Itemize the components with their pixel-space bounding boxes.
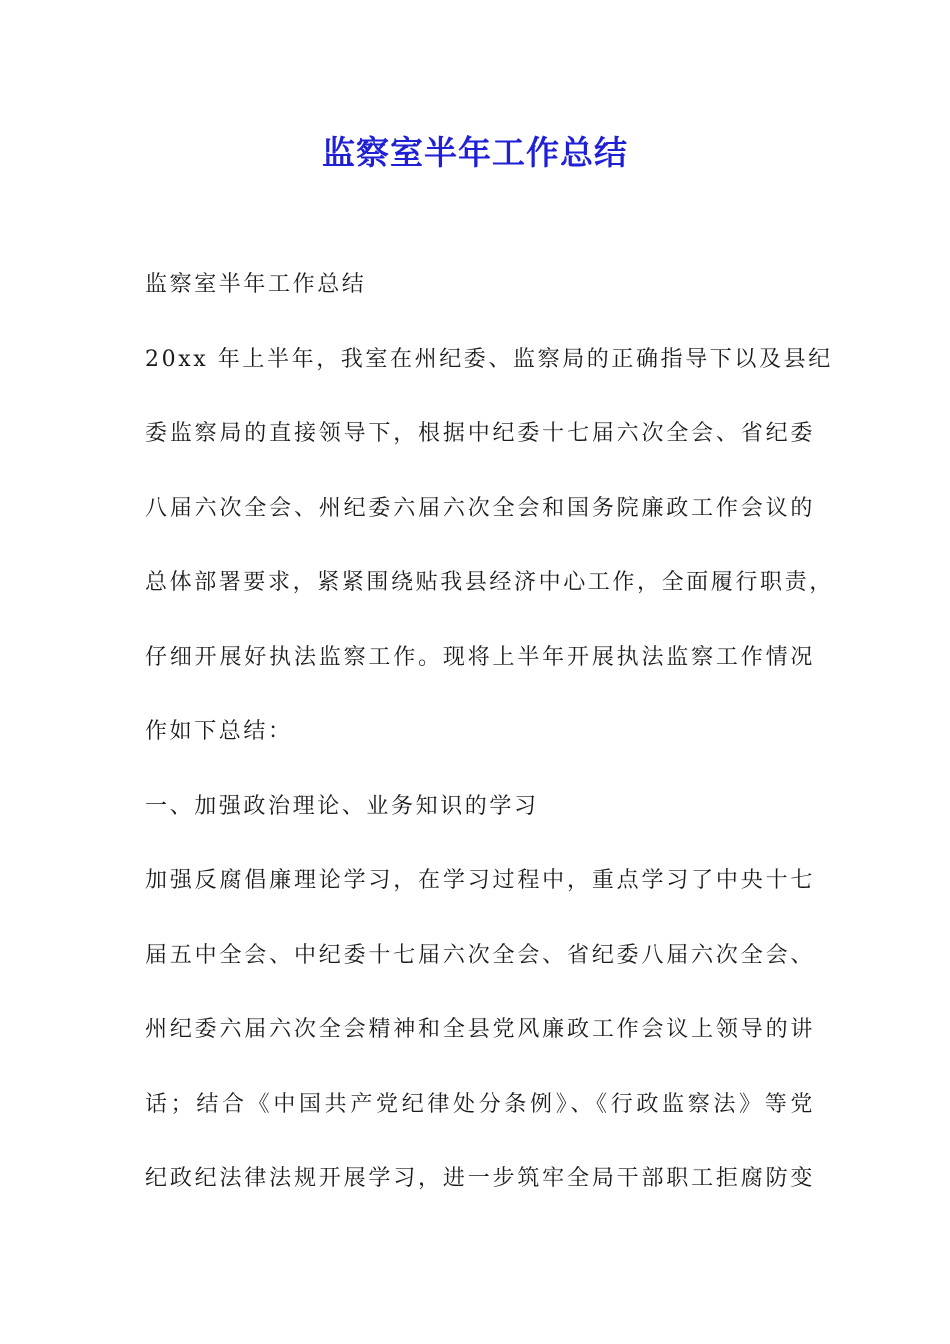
body-line: 20xx 年上半年，我室在州纪委、监察局的正确指导下以及县纪	[145, 346, 833, 372]
body-line: 八届六次全会、州纪委六届六次全会和国务院廉政工作会议的	[145, 495, 815, 521]
body-line: 作如下总结：	[145, 719, 293, 744]
body-line: 话；结合《中国共产党纪律处分条例》、《行政监察法》等党	[145, 1091, 815, 1117]
document-body	[145, 265, 834, 1234]
body-line: 届五中全会、中纪委十七届六次全会、省纪委八届六次全会、	[145, 942, 815, 968]
body-line: 仔细开展好执法监察工作。现将上半年开展执法监察工作情况	[145, 644, 815, 670]
document-title: 监察室半年工作总结	[322, 133, 628, 172]
section-heading: 一、加强政治理论、业务知识的学习	[145, 793, 539, 819]
body-line: 加强反腐倡廉理论学习，在学习过程中，重点学习了中央十七	[145, 868, 815, 893]
body-line: 委监察局的直接领导下，根据中纪委十七届六次全会、省纪委	[145, 421, 815, 446]
body-line: 总体部署要求，紧紧围绕贴我县经济中心工作，全面履行职责，	[145, 570, 834, 595]
body-subtitle-line: 监察室半年工作总结	[145, 272, 367, 297]
body-line: 纪政纪法律法规开展学习，进一步筑牢全局干部职工拒腐防变	[145, 1166, 815, 1191]
body-line: 州纪委六届六次全会精神和全县党风廉政工作会议上领导的讲	[145, 1017, 815, 1042]
